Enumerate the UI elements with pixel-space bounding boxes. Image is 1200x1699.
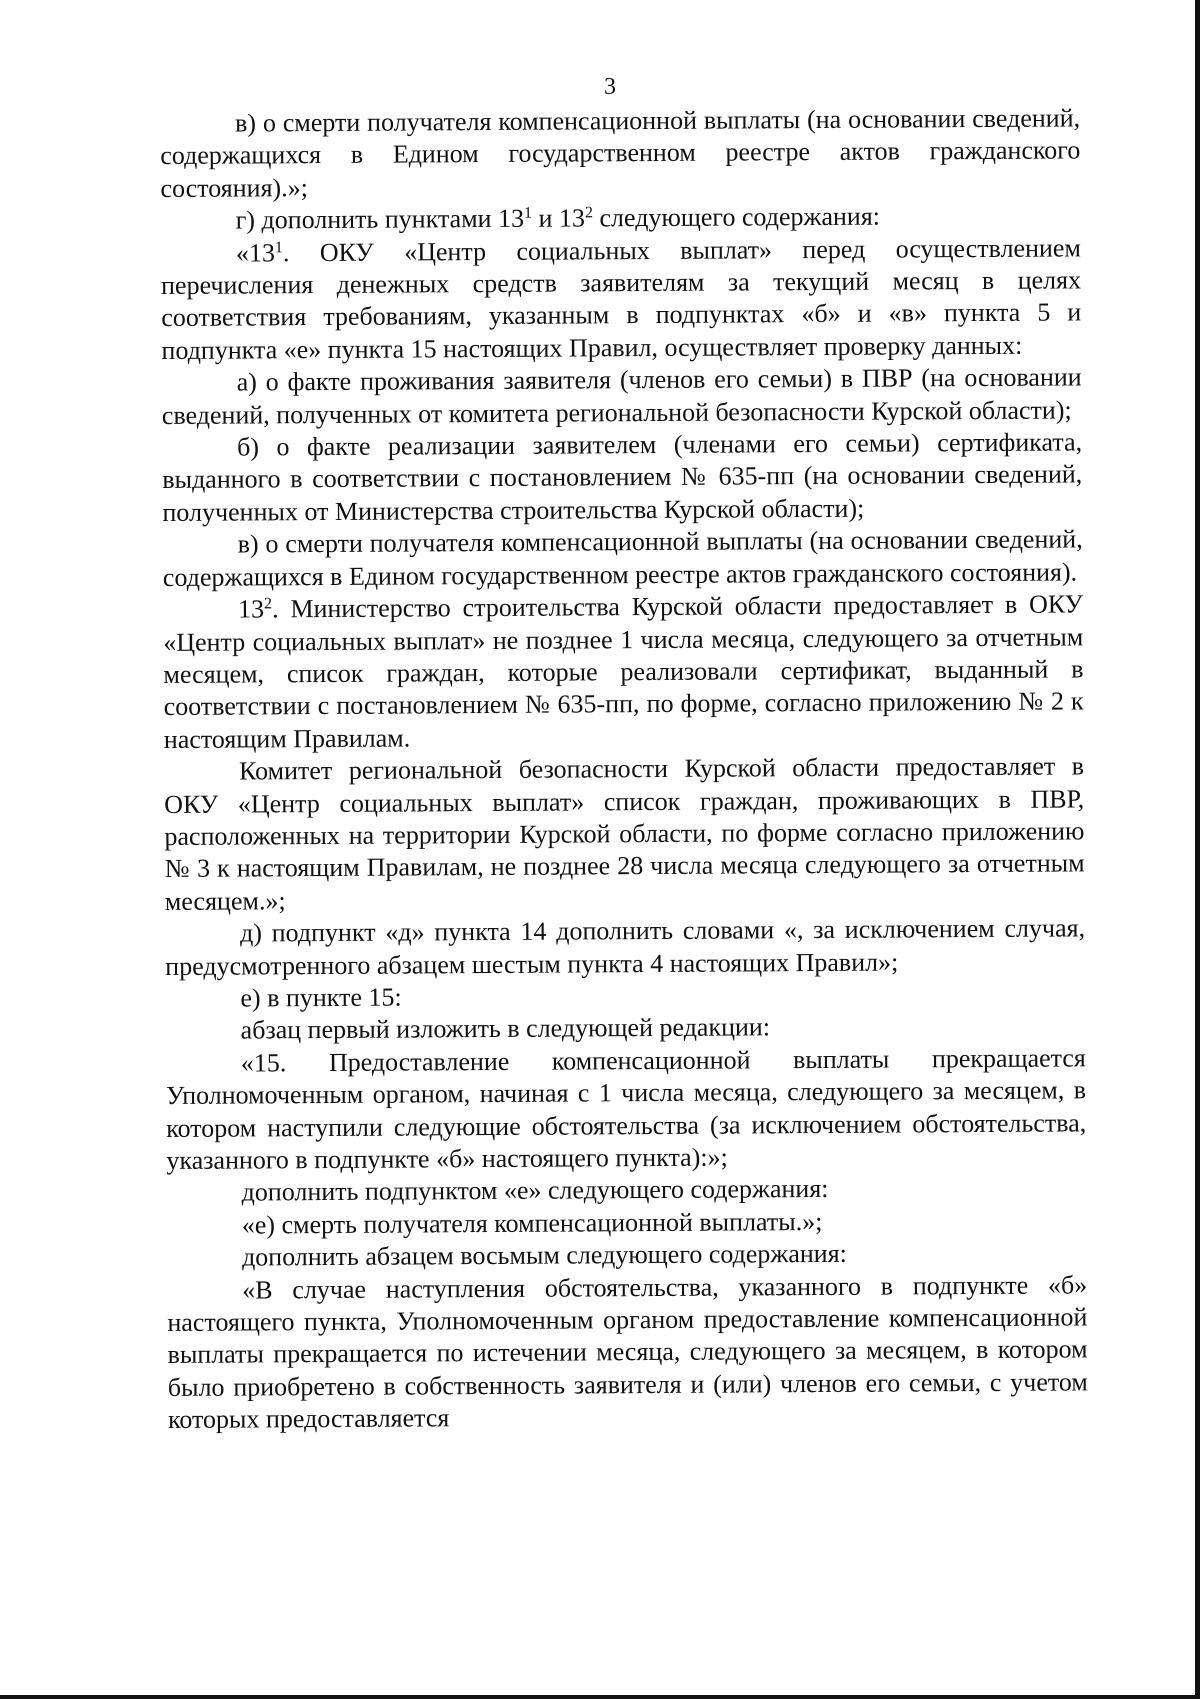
paragraph-7: $13^2$. Министерство строительства Курской области предоставляет в ОКУ «Центр социальных выплат» не позднее 1 числа месяца, следующего за отчетным месяцем, список граждан, которые реализовали сертификат, выданный в соответствии с постановлением № 635-пп, по форме, согласно приложению № 2 к настоящим Правилам. xyxy=(163,589,1084,754)
paragraph-13: дополнить подпунктом «е» следующего содержания: xyxy=(241,1174,829,1207)
paragraph-1: в) о смерти получателя компенсационной выплаты (на основании сведений, содержащихся в Едином государственном реестре актов гражданского состояния).»; xyxy=(160,103,1081,203)
paragraph-16: «В случае наступления обстоятельства, указанного в подпункте «б» настоящего пункта, Уполномоченным органом предоставление компенсационной выплаты прекращается по истечении месяца, следующего за месяцем, в котором было приобретено в собственность заявителя и (или) членов его семьи, с учетом которых предоставляется xyxy=(167,1269,1088,1435)
paragraph-5: б) о факте реализации заявителем (членами его семьи) сертификата, выданного в соответствии с постановлением № 635-пп (на основании сведений, полученных от Министерства строительства Курской области); xyxy=(162,427,1083,527)
document-body xyxy=(160,102,1088,1436)
paragraph-3: «$13^1$. ОКУ «Центр социальных выплат» перед осуществлением перечисления денежных средств заявителям за текущий месяц в целях соответствия требованиям, указанным в подпунктах «б» и «в» пункта 5 и подпункта «е» пункта 15 настоящих Правил, осуществляет проверку данных: xyxy=(160,233,1082,365)
paragraph-10: е) в пункте 15: xyxy=(240,982,402,1013)
paragraph-8: Комитет региональной безопасности Курской области предоставляет в ОКУ «Центр социальных выплат» список граждан, проживающих в ПВР, расположенных на территории Курской области, по форме согласно приложению № 3 к настоящим Правилам, не позднее 28 числа месяца следующего за отчетным месяцем.»; xyxy=(164,751,1085,916)
paragraph-14: «е) смерть получателя компенсационной выплаты.»; xyxy=(241,1206,823,1240)
paragraph-9: д) подпункт «д» пункта 14 дополнить словами «, за исключением случая, предусмотренного абзацем шестым пункта 4 настоящих Правил»; xyxy=(165,913,1086,981)
paragraph-4: а) о факте проживания заявителя (членов его семьи) в ПВР (на основании сведений, полученных от комитета региональной безопасности Курской области); xyxy=(161,362,1082,430)
paragraph-6: в) о смерти получателя компенсационной выплаты (на основании сведений, содержащихся в Едином государственном реестре актов гражданского состояния). xyxy=(162,524,1083,592)
scan-edge-right xyxy=(1195,0,1200,1699)
page-number: 3 xyxy=(604,74,616,100)
paragraph-11: абзац первый изложить в следующей редакции: xyxy=(240,1012,771,1045)
paragraph-15: дополнить абзацем восьмым следующего содержания: xyxy=(241,1239,847,1272)
scan-edge-bottom xyxy=(0,1695,1200,1699)
paragraph-2: г) дополнить пунктами $13^1$ и $13^2$ следующего содержания: xyxy=(235,201,881,235)
paragraph-12: «15. Предоставление компенсационной выплаты прекращается Уполномоченным органом, начиная с 1 числа месяца, следующего за месяцем, в котором наступили следующие обстоятельства (за исключением обстоятельства, указанного в подпункте «б» настоящего пункта):»; xyxy=(165,1043,1087,1175)
